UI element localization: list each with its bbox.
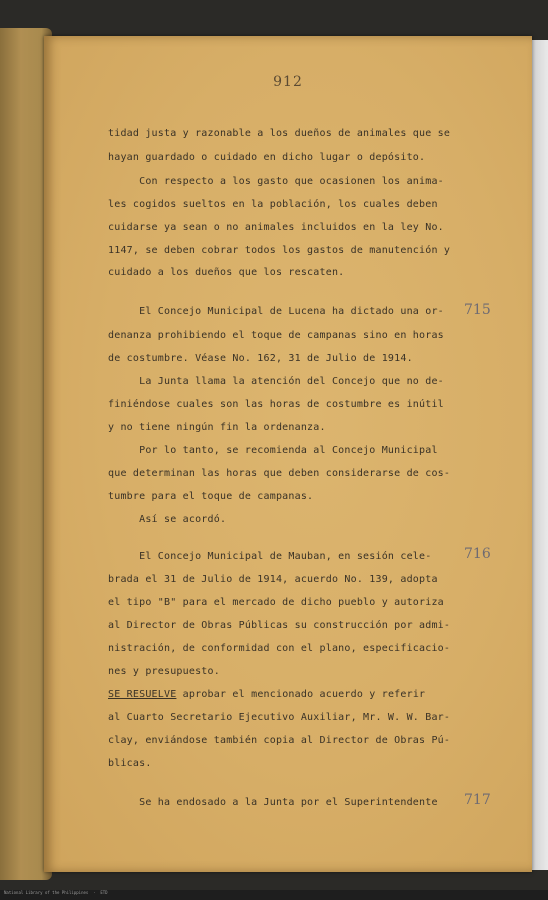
text-fragment: aprobar el mencionado acuerdo y referir: [182, 689, 426, 700]
text-line: cuidado a los dueños que los rescaten.: [108, 267, 345, 278]
text-line: El Concejo Municipal de Lucena ha dictado una or-: [108, 306, 444, 317]
margin-number: 717: [464, 792, 491, 808]
text-line: clay, enviándose también copia al Director de Obras Pú-: [108, 735, 451, 746]
text-line: brada el 31 de Julio de 1914, acuerdo No. 139, adopta: [108, 574, 438, 585]
text-line: denanza prohibiendo el toque de campanas sino en horas: [108, 330, 444, 341]
margin-number: 715: [464, 302, 491, 318]
page-number: 912: [273, 74, 303, 90]
text-line-resuelve: [108, 689, 425, 700]
text-line: blicas.: [108, 758, 152, 769]
text-line: que determinan las horas que deben considerarse de cos-: [108, 468, 451, 479]
text-line: nistración, de conformidad con el plano, especificacio-: [108, 643, 451, 654]
text-line: nes y presupuesto.: [108, 666, 220, 677]
text-line: 1147, se deben cobrar todos los gastos de manutención y: [108, 245, 451, 256]
text-line: al Director de Obras Públicas su construcción por admi-: [108, 620, 451, 631]
text-line: El Concejo Municipal de Mauban, en sesión cele-: [108, 551, 432, 562]
text-line: les cogidos sueltos en la población, los cuales deben: [108, 199, 438, 210]
scanner-footer-bar: [0, 890, 548, 900]
margin-number: 716: [464, 546, 491, 562]
text-line: La Junta llama la atención del Concejo que no de-: [108, 376, 444, 387]
scanner-background-strip: [530, 40, 548, 870]
text-line: finiéndose cuales son las horas de costumbre es inútil: [108, 399, 444, 410]
text-line: hayan guardado o cuidado en dicho lugar o depósito.: [108, 152, 426, 163]
text-line: Se ha endosado a la Junta por el Superintendente: [108, 797, 438, 808]
footer-text: National Library of the Philippines · ETD: [4, 890, 108, 895]
text-line: Con respecto a los gasto que ocasionen los anima-: [108, 176, 444, 187]
text-line: y no tiene ningún fin la ordenanza.: [108, 422, 326, 433]
text-line: de costumbre. Véase No. 162, 31 de Julio de 1914.: [108, 353, 413, 364]
text-line: cuidarse ya sean o no animales incluidos en la ley No.: [108, 222, 444, 233]
text-line: el tipo "B" para el mercado de dicho pueblo y autoriza: [108, 597, 444, 608]
resuelve-label: SE RESUELVE: [108, 689, 177, 700]
text-line: tumbre para el toque de campanas.: [108, 491, 314, 502]
text-line: tidad justa y razonable a los dueños de animales que se: [108, 128, 451, 139]
text-line: Por lo tanto, se recomienda al Concejo Municipal: [108, 445, 438, 456]
document-page: [44, 36, 532, 872]
text-line: al Cuarto Secretario Ejecutivo Auxiliar, Mr. W. W. Bar-: [108, 712, 451, 723]
text-line: Así se acordó.: [108, 514, 227, 525]
